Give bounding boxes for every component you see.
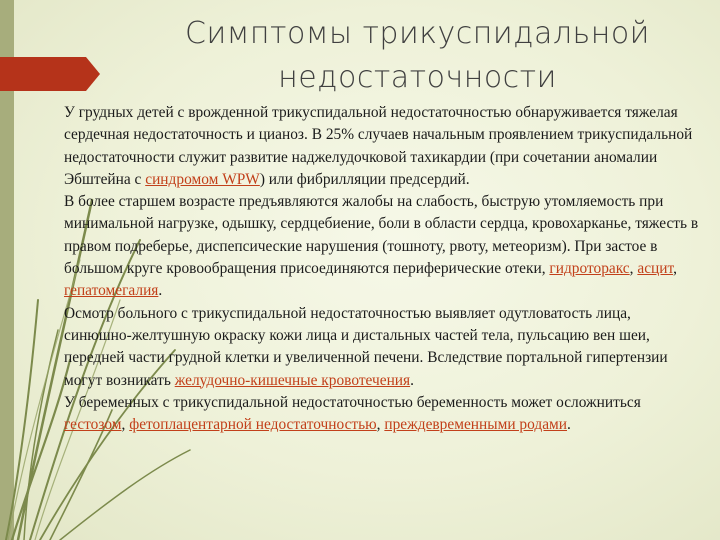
paragraph-infants [64,102,699,191]
paragraph-text: У грудных детей с врожденной трикуспидальной недостаточностью обнаруживается тяжелая сердечная недостаточность и цианоз. В 25% случаев начальным проявлением трикуспидальной недостаточности служит развитие наджелудочковой тахикардии (при сочетании аномалии Эбштейна с [64,104,693,188]
paragraph-text: , [376,416,385,434]
link-preterm-birth[interactable]: преждевременными родами [384,416,568,434]
paragraph-pregnancy [64,392,699,437]
link-wpw-syndrome[interactable]: синдромом WPW [145,170,260,188]
link-fetoplacental-insufficiency[interactable]: фетоплацентарной недостаточностью [129,416,377,434]
paragraph-text: ) или фибрилляции предсердий. [259,170,470,188]
paragraph-examination [64,303,699,392]
link-ascites[interactable]: асцит [637,260,674,278]
link-hepatomegaly[interactable]: гепатомегалия [64,282,159,300]
slide-title-line-1: Симптомы трикуспидальной [185,16,650,51]
slide-title [165,12,670,100]
link-gi-bleeding[interactable]: желудочно-кишечные кровотечения [174,371,411,389]
paragraph-older-age [64,191,699,302]
paragraph-text: . [567,416,571,434]
link-gestosis[interactable]: гестозом [64,416,122,434]
link-hydrothorax[interactable]: гидроторакс [549,260,630,278]
paragraph-text: , [673,260,677,278]
paragraph-text: , [121,416,130,434]
title-accent-tab [0,57,100,91]
paragraph-text: Осмотр больного с трикуспидальной недостаточностью выявляет одутловатость лица, синюшно-желтушную окраску кожи лица и дистальных частей тела, пульсацию вен шеи, передней части грудной клетки и увеличенной печени. Вследствие портальной гипертензии могут возникать [64,304,668,389]
slide-body [64,102,699,436]
paragraph-text: . [158,282,163,300]
paragraph-text: У беременных с трикуспидальной недостаточностью беременность может осложниться [64,393,641,411]
paragraph-text: . [410,371,414,389]
slide-title-line-2: недостаточности [278,60,557,95]
paragraph-text: В более старшем возрасте предъявляются жалобы на слабость, быструю утомляемость при минимальной нагрузке, одышку, сердцебиение, боли в области сердца, кровохарканье, тяжесть в правом подреберье, диспепсические нарушения (тошноту, рвоту, метеоризм). При застое в большом круге кровообращения присоединяются периферические отеки, [64,193,699,278]
paragraph-text: , [629,260,638,278]
